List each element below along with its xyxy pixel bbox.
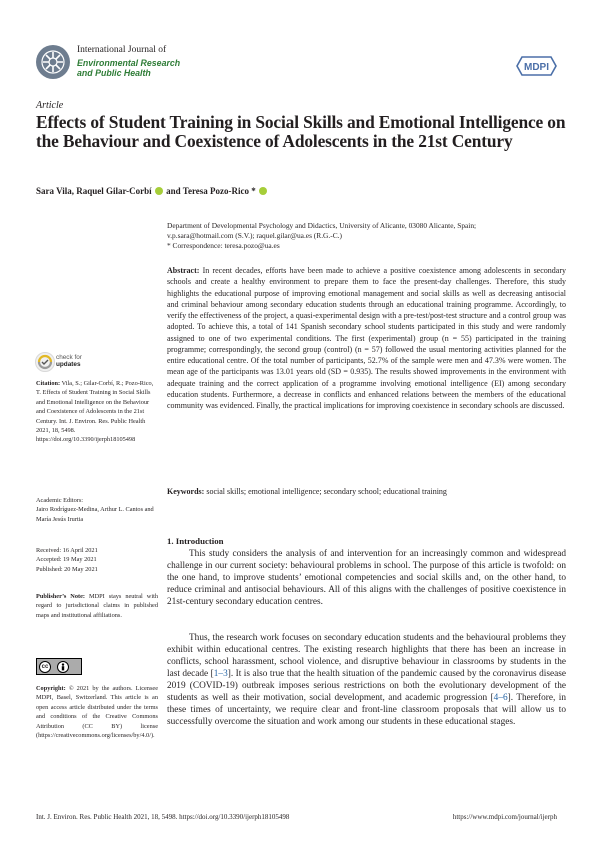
abstract-text: In recent decades, efforts have been made to achieve a positive coexistence among adolescents in secondary schools and create a healthy environment to prepare them to face the present-day challenges. Therefore, this study highlights the educational purpose of improving emotional management and social skills as well as decreasing antisocial and criminal behaviour among secondary education students through an educational training programme. Accordingly, to verify the effectiveness of the project, a quasi-experimental design with a pre-test/post-test structure and a control group was adopted. To achieve this, a total of 141 Spanish secondary school students participated in this study and were randomly assigned to one of two experimental conditions. The first (experimental) group (n = 55) participated in the training programme; correspondingly, the second group (control) (n = 57) followed the usual mentoring activities planned for the entire educational centre. Of the total number of participants, 52.7% of the sample were men and 47.3% were women. The mean age of the participants was 13.01 years old (SD = 0.935). The results showed improvements in the environment with adequate training and the correct application of a programme involving emotional intelligence (EI) among secondary education students. Furthermore, a decrease in conflicts and enhanced relations between the members of the educational community was evidenced. Finally, the practical implications for improving coexistence in secondary schools are discussed. [167, 266, 566, 410]
publication-dates [36, 546, 158, 574]
citation-text[interactable]: Vila, S.; Gilar-Corbí, R.; Pozo-Rico, T. Effects of Student Training in Social Skills and Emotional Intelligence on the Behaviour and Coexistence of Adolescents in the 21st Century. Int. J. Environ. Res. Public Health 2021, 18, 5498. https://doi.org/10.3390/ijerph18105498 [36, 380, 154, 444]
affiliation-emails[interactable]: v.p.sara@hotmail.com (S.V.); raquel.gilar@ua.es (R.G.-C.) [167, 231, 342, 241]
publisher-note [36, 592, 158, 620]
mdpi-logo-text: MDPI [524, 62, 549, 73]
check-for-updates-button[interactable] [35, 352, 95, 372]
published-date: Published: 20 May 2021 [36, 565, 98, 573]
footer-citation[interactable]: Int. J. Environ. Res. Public Health 2021, 18, 5498. https://doi.org/10.3390/ijerph18105498 [36, 813, 290, 821]
author-list [36, 186, 268, 196]
body-paragraph: This study considers the analysis of and intervention for an increasingly common and widespread challenge in our current society: behavioural problems in school. The purpose of this article is twofold: on the one hand, to improve students’ emotional competencies and social skills and, on the other hand, to reduce criminal and antisocial behaviours. All of this aligns with the challenges of positive coexistence in 21st-century secondary education centres. [167, 549, 566, 607]
footer-journal-url[interactable]: https://www.mdpi.com/journal/ijerph [452, 813, 557, 821]
orcid-icon[interactable] [155, 187, 163, 195]
journal-name-line1: International Journal of [77, 45, 167, 55]
article-title: Effects of Student Training in Social Skills and Emotional Intelligence on the Behaviour and Coexistence of Adolescents in the 21st Century [36, 112, 566, 151]
keywords-text: social skills; emotional intelligence; secondary school; educational training [206, 487, 447, 496]
citation-link[interactable]: 1–3 [213, 669, 228, 679]
check-updates-label: check for updates [56, 354, 82, 368]
accepted-date: Accepted: 19 May 2021 [36, 556, 97, 564]
copyright-notice [36, 684, 158, 740]
body-paragraph-2: Thus, the research work focuses on secondary education students and the behavioural problems they exhibit within educational centres. The existing research highlights that there has been an increase in conflicts, school harassment, school violence, and disruptive behaviour in classrooms by students in the last decade [1–3]. It is also true that the health situation of the pandemic caused by the coronavirus disease 2019 (COVID-19) outbreak imposes serious restrictions on both the evolutionary development of the students as well as their motivation, social development, and academic progression [4–6]. Therefore, in these times of uncertainty, we require clear and front-line classroom proposals that will allow us to successfully overcome the situation and work among our students in these educational stages. [167, 633, 566, 727]
copyright-text: © 2021 by the authors. Licensee MDPI, Basel, Switzerland. This article is an open access article distributed under the terms and conditions of the Creative Commons Attribution (CC BY) license (https://creativecommons.org/licenses/by/4.0/). [36, 685, 159, 740]
author-names-2: and Teresa Pozo-Rico * [166, 186, 256, 196]
affiliation-line: Department of Developmental Psychology and Didactics, University of Alicante, 03080 Alicante, Spain; [167, 221, 477, 230]
orcid-icon[interactable] [259, 187, 267, 195]
journal-name-line2: Environmental Research [77, 58, 181, 68]
editors-names: Jairo Rodríguez-Medina, Arthur L. Cantos and María Jesús Irurtia [36, 506, 154, 523]
creative-commons-icon[interactable] [36, 658, 82, 675]
cc-icon: cc [39, 661, 51, 673]
citation-label: Citation: [36, 380, 61, 387]
mdpi-logo-icon[interactable] [516, 56, 557, 76]
abstract-label: Abstract: [167, 266, 200, 275]
section-heading: 1. Introduction [167, 536, 224, 546]
abstract [167, 265, 566, 411]
academic-editors [36, 496, 158, 524]
publisher-note-label: Publisher’s Note: [36, 593, 85, 600]
citation-link[interactable]: 4–6 [493, 693, 508, 703]
editors-label: Academic Editors: [36, 497, 84, 504]
copyright-label: Copyright: [36, 685, 66, 692]
citation-block [36, 379, 158, 445]
publisher-note-text: MDPI stays neutral with regard to jurisdictional claims in published maps and institutional affiliations. [36, 593, 158, 619]
keywords [167, 486, 566, 497]
affiliation [167, 221, 567, 252]
check-updates-icon [35, 352, 55, 372]
journal-logo-icon [36, 45, 70, 79]
attribution-icon [57, 661, 69, 673]
keywords-label: Keywords: [167, 487, 205, 496]
article-type: Article [36, 100, 64, 111]
received-date: Received: 16 April 2021 [36, 547, 98, 554]
author-names: Sara Vila, Raquel Gilar-Corbí [36, 186, 152, 196]
correspondence[interactable]: * Correspondence: teresa.pozo@ua.es [167, 241, 280, 251]
journal-name-line3: and Public Health [77, 68, 151, 78]
